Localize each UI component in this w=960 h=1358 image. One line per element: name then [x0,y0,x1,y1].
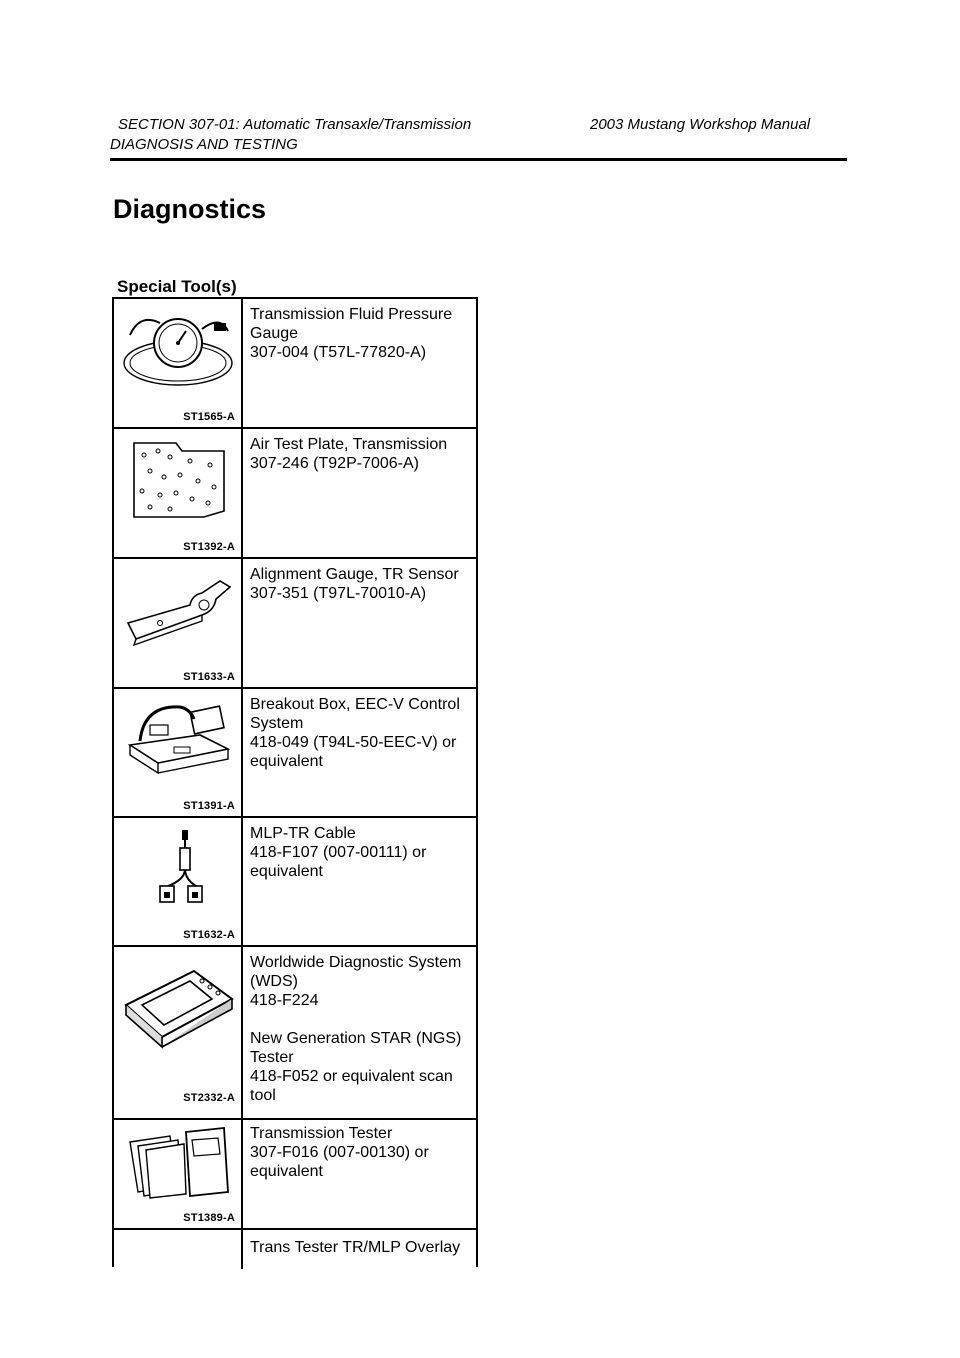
air-test-plate-icon [120,435,236,521]
tool-row [114,559,476,689]
tool-text-line: 307-351 (T97L-70010-A) [250,585,427,602]
tool-row [114,1230,476,1269]
tool-text-line: Worldwide Diagnostic System [250,954,462,971]
tool-text-line: 418-F107 (007-00111) or [250,844,427,861]
tool-image-air-test-plate [114,429,243,557]
tool-image-code: ST1633-A [183,671,235,683]
tool-text-line: Transmission Fluid Pressure [250,306,453,323]
header-divider [110,158,847,161]
tool-text-line: (WDS) [250,973,298,990]
tool-text-spacer [250,1010,472,1029]
tool-text-line: System [250,715,304,732]
tool-text-line: tool [250,1087,276,1104]
tool-image-transmission-tester [114,1120,243,1228]
tool-description [250,565,472,603]
tool-text-line: New Generation STAR (NGS) [250,1030,462,1047]
tool-row [114,818,476,947]
tool-description [250,824,472,881]
tool-text-line: 418-F224 [250,992,319,1009]
tool-row [114,689,476,818]
tool-description [250,953,472,1105]
tool-text-line: Trans Tester TR/MLP Overlay [250,1239,461,1256]
tool-text-line: 418-F052 or equivalent scan [250,1068,453,1085]
tool-image-code: ST2332-A [183,1092,235,1104]
tool-image-mlp-tr-cable [114,818,243,945]
tool-image-code: ST1565-A [183,411,235,423]
tool-row [114,299,476,429]
tool-text-line: 307-F016 (007-00130) or [250,1144,429,1161]
tool-image-code: ST1391-A [183,800,235,812]
tool-text-line: 418-049 (T94L-50-EEC-V) or [250,734,457,751]
tool-text-line: Air Test Plate, Transmission [250,436,448,453]
tool-image-code: ST1632-A [183,929,235,941]
breakout-box-icon [120,695,236,781]
tool-row [114,1120,476,1230]
scan-tool-icon [120,965,236,1051]
tool-text-line: Transmission Tester [250,1125,393,1142]
special-tools-heading: Special Tool(s) [117,277,237,296]
tool-text-line: equivalent [250,753,323,770]
tool-image-breakout-box [114,689,243,816]
cable-icon [120,824,236,910]
subsection-header: DIAGNOSIS AND TESTING [110,136,298,153]
tool-description [250,1124,472,1181]
tool-description [250,305,472,362]
tool-text-line: Tester [250,1049,294,1066]
tool-text-line: 307-004 (T57L-77820-A) [250,344,427,361]
tool-image-empty [114,1230,243,1269]
tool-image-code: ST1392-A [183,541,235,553]
tool-text-line: equivalent [250,1163,323,1180]
tool-text-line: Breakout Box, EEC-V Control [250,696,460,713]
tool-text-line: MLP-TR Cable [250,825,356,842]
tool-row [114,429,476,559]
manual-name: 2003 Mustang Workshop Manual [590,116,811,133]
page-title: Diagnostics [113,194,267,224]
tool-description [250,435,472,473]
tool-image-pressure-gauge [114,299,243,427]
tool-text-line: Gauge [250,325,299,342]
tool-text-line: Alignment Gauge, TR Sensor [250,566,459,583]
tool-text-line: 307-246 (T92P-7006-A) [250,455,419,472]
tool-image-wds [114,947,243,1118]
tool-description [250,695,472,771]
tool-text-line: equivalent [250,863,323,880]
transmission-tester-icon [120,1122,236,1208]
alignment-gauge-icon [120,565,236,651]
special-tools-table [112,297,478,1267]
tool-image-alignment-gauge [114,559,243,687]
tool-row [114,947,476,1120]
section-header: SECTION 307-01: Automatic Transaxle/Transmission [118,116,472,133]
tool-description [250,1238,472,1257]
pressure-gauge-icon [120,305,236,391]
tool-image-code: ST1389-A [183,1212,235,1224]
